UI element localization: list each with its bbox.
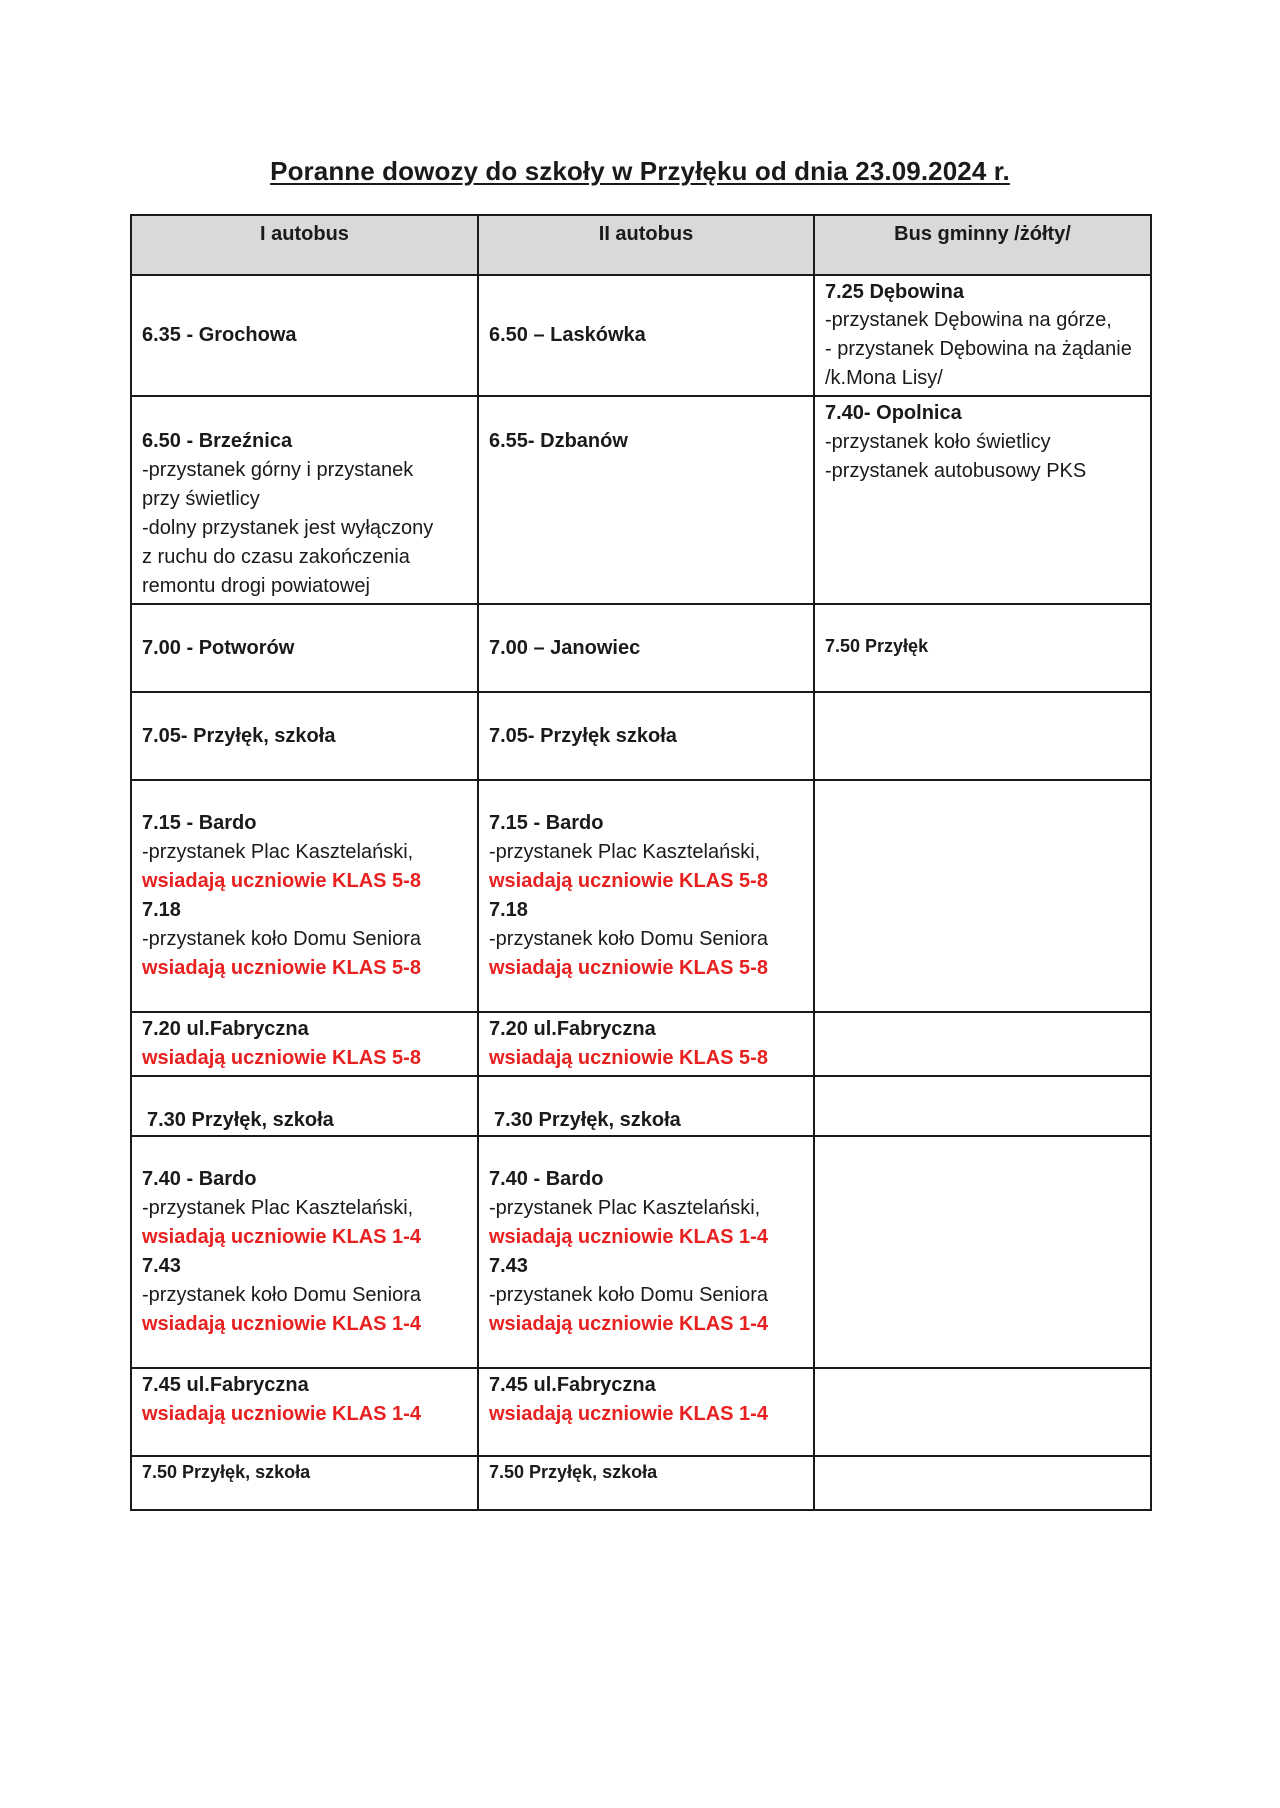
- stop-time: 7.05- Przyłęk szkoła: [489, 724, 677, 747]
- stop-note: z ruchu do czasu zakończenia: [142, 546, 410, 568]
- stop-time: 6.55- Dzbanów: [489, 430, 628, 452]
- cell-bus-2: [478, 1136, 814, 1368]
- cell-bus-2: [478, 692, 814, 780]
- cell-bus-1: [131, 780, 478, 1012]
- stop-time: 7.45 ul.Fabryczna: [142, 1374, 309, 1396]
- stop-note: -przystanek autobusowy PKS: [825, 460, 1087, 482]
- stop-time: 7.40- Opolnica: [825, 402, 962, 424]
- stop-note: -przystanek koło Domu Seniora: [142, 928, 422, 950]
- cell-bus-1: [131, 275, 478, 396]
- column-header-bus-2: II autobus: [478, 215, 814, 275]
- column-header-municipal-bus: Bus gminny /żółty/: [814, 215, 1151, 275]
- stop-time: 7.45 ul.Fabryczna: [489, 1374, 656, 1396]
- stop-time: 7.40 - Bardo: [142, 1168, 257, 1190]
- stop-time: 7.00 – Janowiec: [489, 636, 641, 659]
- class-notice: wsiadają uczniowie KLAS 5-8: [489, 957, 768, 979]
- cell-bus-1: [131, 692, 478, 780]
- cell-municipal-bus: [814, 1456, 1151, 1510]
- cell-municipal-bus: [814, 1368, 1151, 1456]
- cell-bus-1: [131, 604, 478, 692]
- cell-bus-2: [478, 1456, 814, 1510]
- stop-note: -przystanek Plac Kasztelański,: [142, 1197, 414, 1219]
- cell-bus-1: [131, 1136, 478, 1368]
- stop-time: 7.05- Przyłęk, szkoła: [142, 724, 336, 747]
- table-row: [131, 780, 1151, 1012]
- stop-time: 6.35 - Grochowa: [142, 324, 297, 346]
- stop-time: 7.15 - Bardo: [489, 812, 604, 834]
- stop-note: -przystanek Plac Kasztelański,: [489, 841, 761, 863]
- stop-note: -przystanek górny i przystanek: [142, 459, 414, 481]
- stop-time: 7.18: [142, 899, 181, 921]
- class-notice: wsiadają uczniowie KLAS 1-4: [489, 1403, 768, 1425]
- class-notice: wsiadają uczniowie KLAS 1-4: [142, 1403, 421, 1425]
- stop-note: -przystanek koło Domu Seniora: [142, 1284, 422, 1306]
- cell-bus-2: [478, 396, 814, 604]
- stop-note: przy świetlicy: [142, 488, 260, 510]
- cell-municipal-bus: [814, 1136, 1151, 1368]
- cell-municipal-bus: [814, 604, 1151, 692]
- table-row: [131, 692, 1151, 780]
- table-header-row: [131, 215, 1151, 275]
- class-notice: wsiadają uczniowie KLAS 5-8: [489, 1047, 768, 1069]
- stop-time: 7.50 Przyłęk: [825, 636, 929, 656]
- column-header-bus-1: I autobus: [131, 215, 478, 275]
- cell-bus-2: [478, 604, 814, 692]
- table-row: [131, 1136, 1151, 1368]
- stop-time: 7.18: [489, 899, 528, 921]
- cell-bus-1: [131, 1368, 478, 1456]
- stop-note: -przystanek Plac Kasztelański,: [489, 1197, 761, 1219]
- cell-municipal-bus: [814, 692, 1151, 780]
- cell-bus-2: [478, 1368, 814, 1456]
- schedule-table: [130, 214, 1152, 1511]
- stop-note: -przystanek Dębowina na górze,: [825, 309, 1112, 331]
- table-row: [131, 1456, 1151, 1510]
- stop-time: 6.50 - Brzeźnica: [142, 430, 293, 452]
- stop-time: 6.50 – Laskówka: [489, 324, 646, 346]
- stop-time: 7.00 - Potworów: [142, 636, 295, 659]
- table-row: [131, 396, 1151, 604]
- stop-time: 7.43: [142, 1255, 181, 1277]
- class-notice: wsiadają uczniowie KLAS 1-4: [142, 1313, 421, 1335]
- cell-municipal-bus: [814, 780, 1151, 1012]
- stop-note: -przystanek Plac Kasztelański,: [142, 841, 414, 863]
- cell-municipal-bus: [814, 396, 1151, 604]
- table-row: [131, 604, 1151, 692]
- stop-time: 7.30 Przyłęk, szkoła: [494, 1109, 681, 1131]
- cell-bus-2: [478, 1076, 814, 1136]
- class-notice: wsiadają uczniowie KLAS 5-8: [142, 1047, 421, 1069]
- class-notice: wsiadają uczniowie KLAS 1-4: [142, 1226, 421, 1248]
- stop-time: 7.20 ul.Fabryczna: [489, 1018, 656, 1040]
- cell-bus-1: [131, 1012, 478, 1076]
- stop-note: -przystanek koło Domu Seniora: [489, 1284, 769, 1306]
- class-notice: wsiadają uczniowie KLAS 1-4: [489, 1226, 768, 1248]
- stop-time: 7.15 - Bardo: [142, 812, 257, 834]
- table-row: [131, 1368, 1151, 1456]
- table-row: [131, 1076, 1151, 1136]
- table-row: [131, 275, 1151, 396]
- cell-bus-2: [478, 780, 814, 1012]
- cell-bus-1: [131, 1076, 478, 1136]
- cell-bus-2: [478, 1012, 814, 1076]
- stop-note: remontu drogi powiatowej: [142, 575, 370, 597]
- cell-bus-1: [131, 396, 478, 604]
- stop-time: 7.40 - Bardo: [489, 1168, 604, 1190]
- stop-note: /k.Mona Lisy/: [825, 367, 943, 389]
- cell-bus-2: [478, 275, 814, 396]
- cell-bus-1: [131, 1456, 478, 1510]
- stop-time: 7.20 ul.Fabryczna: [142, 1018, 309, 1040]
- stop-time: 7.50 Przyłęk, szkoła: [489, 1462, 658, 1482]
- stop-note: -przystanek koło świetlicy: [825, 431, 1051, 453]
- class-notice: wsiadają uczniowie KLAS 5-8: [142, 957, 421, 979]
- stop-time: 7.25 Dębowina: [825, 281, 964, 303]
- stop-time: 7.50 Przyłęk, szkoła: [142, 1462, 311, 1482]
- stop-time: 7.30 Przyłęk, szkoła: [147, 1109, 334, 1131]
- class-notice: wsiadają uczniowie KLAS 5-8: [489, 870, 768, 892]
- class-notice: wsiadają uczniowie KLAS 5-8: [142, 870, 421, 892]
- cell-municipal-bus: [814, 1076, 1151, 1136]
- class-notice: wsiadają uczniowie KLAS 1-4: [489, 1313, 768, 1335]
- cell-municipal-bus: [814, 1012, 1151, 1076]
- table-row: [131, 1012, 1151, 1076]
- stop-note: -przystanek koło Domu Seniora: [489, 928, 769, 950]
- stop-note: - przystanek Dębowina na żądanie: [825, 338, 1132, 360]
- stop-note: -dolny przystanek jest wyłączony: [142, 517, 434, 539]
- page-title: Poranne dowozy do szkoły w Przyłęku od dnia 23.09.2024 r.: [270, 156, 1010, 186]
- stop-time: 7.43: [489, 1255, 528, 1277]
- cell-municipal-bus: [814, 275, 1151, 396]
